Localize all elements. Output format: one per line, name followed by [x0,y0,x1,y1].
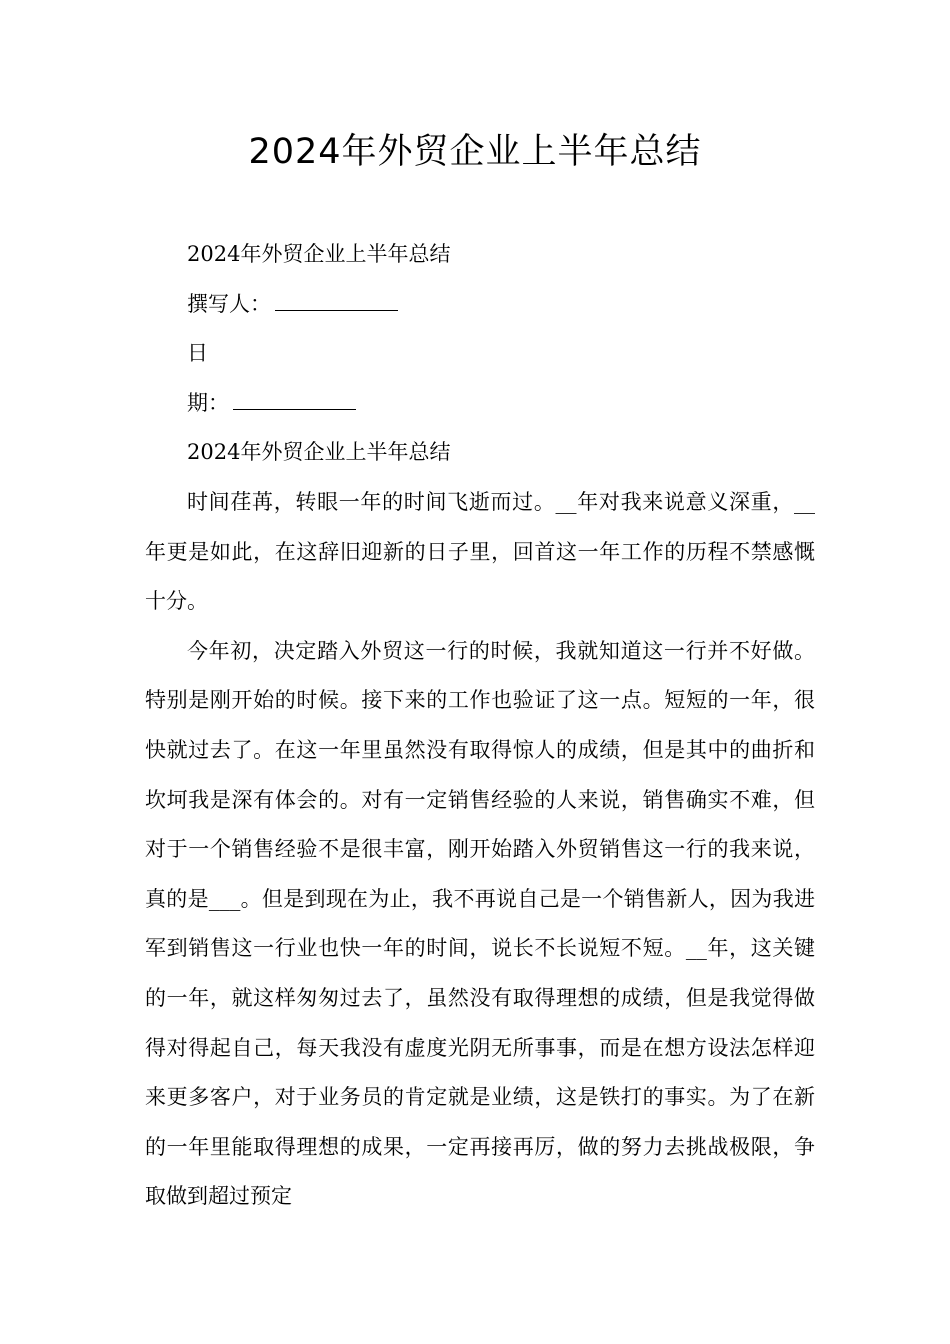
date-line-2 [145,379,815,429]
paragraph-1: 时间荏苒，转眼一年的时间飞逝而过。__年对我来说意义深重，__年更是如此，在这辞旧迎新的日子里，回首这一年工作的历程不禁感慨十分。 [145,489,815,614]
author-blank [275,292,398,311]
author-line [145,280,815,330]
document-body [145,230,815,1222]
subtitle-repeat-line: 2024年外贸企业上半年总结 [187,440,451,465]
date-blank [233,391,356,410]
author-label: 撰写人： [187,291,271,316]
paragraph-2: 今年初，决定踏入外贸这一行的时候，我就知道这一行并不好做。特别是刚开始的时候。接下来的工作也验证了这一点。短短的一年，很快就过去了。在这一年里虽然没有取得惊人的成绩，但是其中的曲折和坎坷我是深有体会的。对有一定销售经验的人来说，销售确实不难，但对于一个销售经验不是很丰富，刚开始踏入外贸销售这一行的我来说，真的是___。但是到现在为止，我不再说自己是一个销售新人，因为我进军到销售这一行业也快一年的时间，说长不长说短不短。__年，这关键的一年，就这样匆匆过去了，虽然没有取得理想的成绩，但是我觉得做得对得起自己，每天我没有虚度光阴无所事事，而是在想方设法怎样迎来更多客户，对于业务员的肯定就是业绩，这是铁打的事实。为了在新的一年里能取得理想的成果，一定再接再厉，做的努力去挑战极限，争取做到超过预定 [145,638,815,1209]
subtitle-line: 2024年外贸企业上半年总结 [187,242,451,266]
date-line-1: 日 [187,341,208,366]
document-title: 2024年外贸企业上半年总结 [248,132,702,172]
date-label: 期： [187,390,229,415]
